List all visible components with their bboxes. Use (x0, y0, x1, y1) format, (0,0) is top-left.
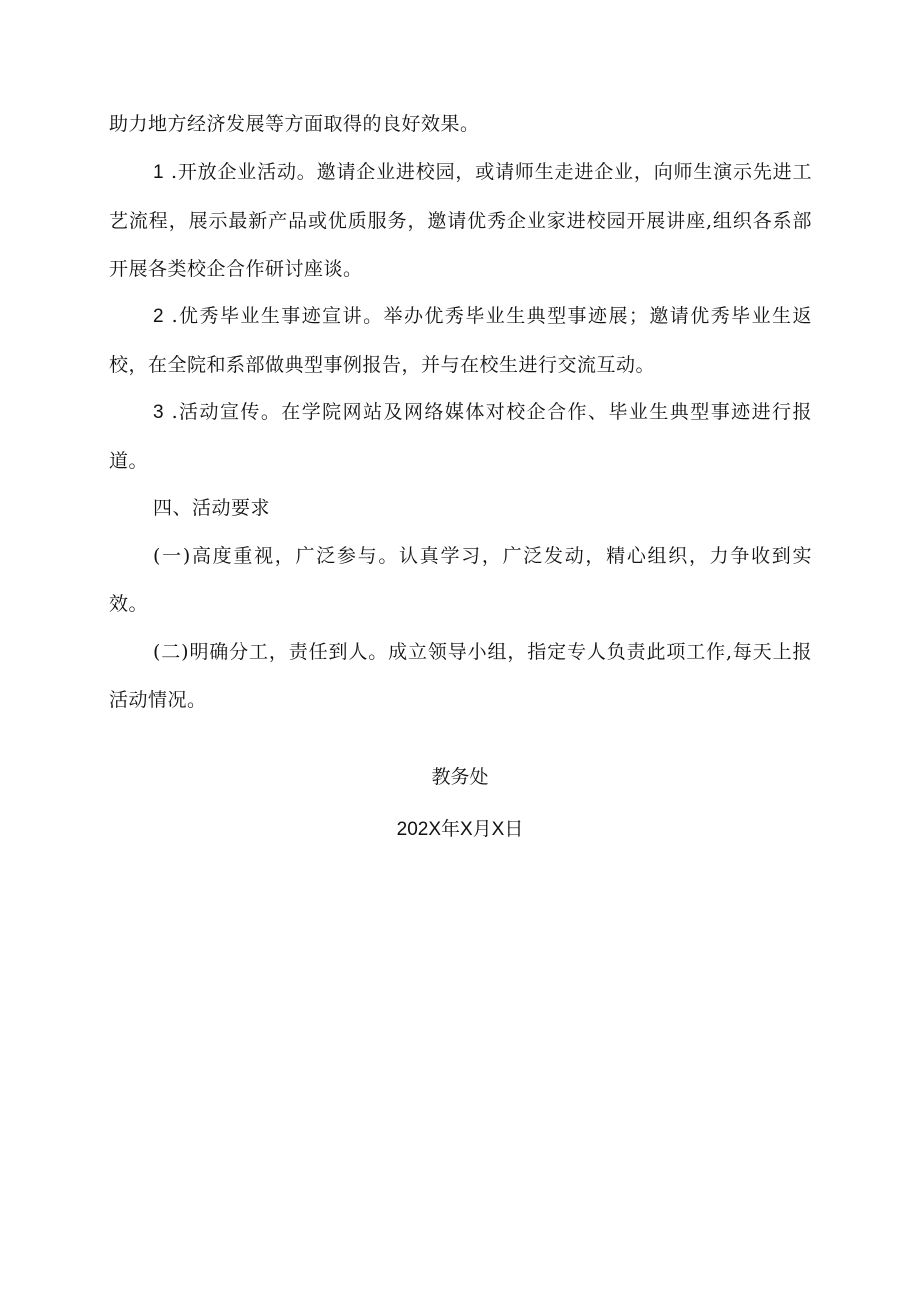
paragraph-intro-tail (109, 100, 812, 148)
paragraph-item-2 (109, 292, 812, 389)
item-number: 3 (153, 402, 165, 423)
paragraph-text: 助力地方经济发展等方面取得的良好效果。 (109, 113, 480, 135)
section-heading-requirements (109, 484, 812, 532)
paragraph-text: .开放企业活动。邀请企业进校园，或请师生走进企业，向师生演示先进工艺流程，展示最新产品或优质服务，邀请优秀企业家进校园开展讲座,组织各系部开展各类校企合作研讨座谈。 (109, 161, 812, 280)
item-number: 1 (153, 162, 165, 183)
paragraph-requirement-1 (109, 532, 812, 628)
heading-text: 四、活动要求 (153, 497, 271, 519)
paragraph-text: (二)明确分工，责任到人。成立领导小组，指定专人负责此项工作,每天上报活动情况。 (109, 641, 812, 711)
paragraph-text: .优秀毕业生事迹宣讲。举办优秀毕业生典型事迹展；邀请优秀毕业生返校，在全院和系部做典型事例报告，并与在校生进行交流互动。 (109, 305, 812, 376)
signature-org: 教务处 (431, 766, 489, 788)
paragraph-requirement-2 (109, 628, 812, 724)
signature-date: 202X年X月X日 (396, 819, 524, 840)
paragraph-text: (一)高度重视，广泛参与。认真学习，广泛发动，精心组织，力争收到实效。 (109, 545, 812, 615)
paragraph-item-3 (109, 388, 812, 485)
item-number: 2 (153, 306, 165, 327)
paragraph-item-1 (109, 148, 812, 293)
paragraph-text: .活动宣传。在学院网站及网络媒体对校企合作、毕业生典型事迹进行报道。 (109, 401, 812, 472)
